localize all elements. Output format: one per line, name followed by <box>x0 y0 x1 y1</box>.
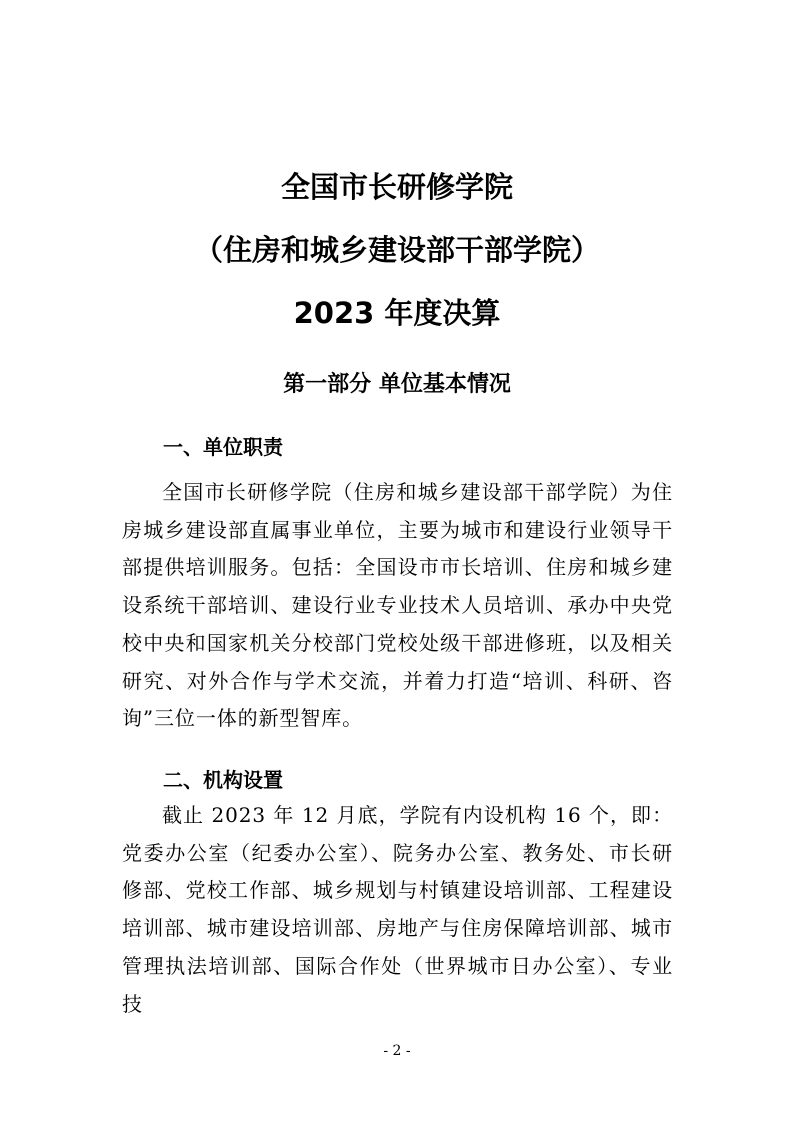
section-heading-organization: 二、机构设置 <box>163 768 283 792</box>
section-paragraph-organization: 截止 2023 年 12 月底，学院有内设机构 16 个，即：党委办公室（纪委办公室）、院务办公室、教务处、市长研修部、党校工作部、城乡规划与村镇建设培训部、工程建设培训部、城市建设培训部、房地产与住房保障培训部、城市管理执法培训部、国际合作处（世界城市日办公室）、专业技 <box>122 803 673 1016</box>
document-title-line-1: 全国市长研修学院 <box>280 170 513 204</box>
section-heading-duties: 一、单位职责 <box>163 435 283 459</box>
page-number: - 2 - <box>383 1043 411 1059</box>
part-heading: 第一部分 单位基本情况 <box>283 372 511 397</box>
document-title-line-2: （住房和城乡建设部干部学院） <box>193 233 600 267</box>
section-paragraph-duties: 全国市长研修学院（住房和城乡建设部干部学院）为住房城乡建设部直属事业单位，主要为城市和建设行业领导干部提供培训服务。包括：全国设市市长培训、住房和城乡建设系统干部培训、建设行业专业技术人员培训、承办中央党校中央和国家机关分校部门党校处级干部进修班，以及相关研究、对外合作与学术交流，并着力打造“培训、科研、咨询”三位一体的新型智库。 <box>122 480 673 731</box>
document-title-line-3: 2023 年度决算 <box>293 296 501 330</box>
